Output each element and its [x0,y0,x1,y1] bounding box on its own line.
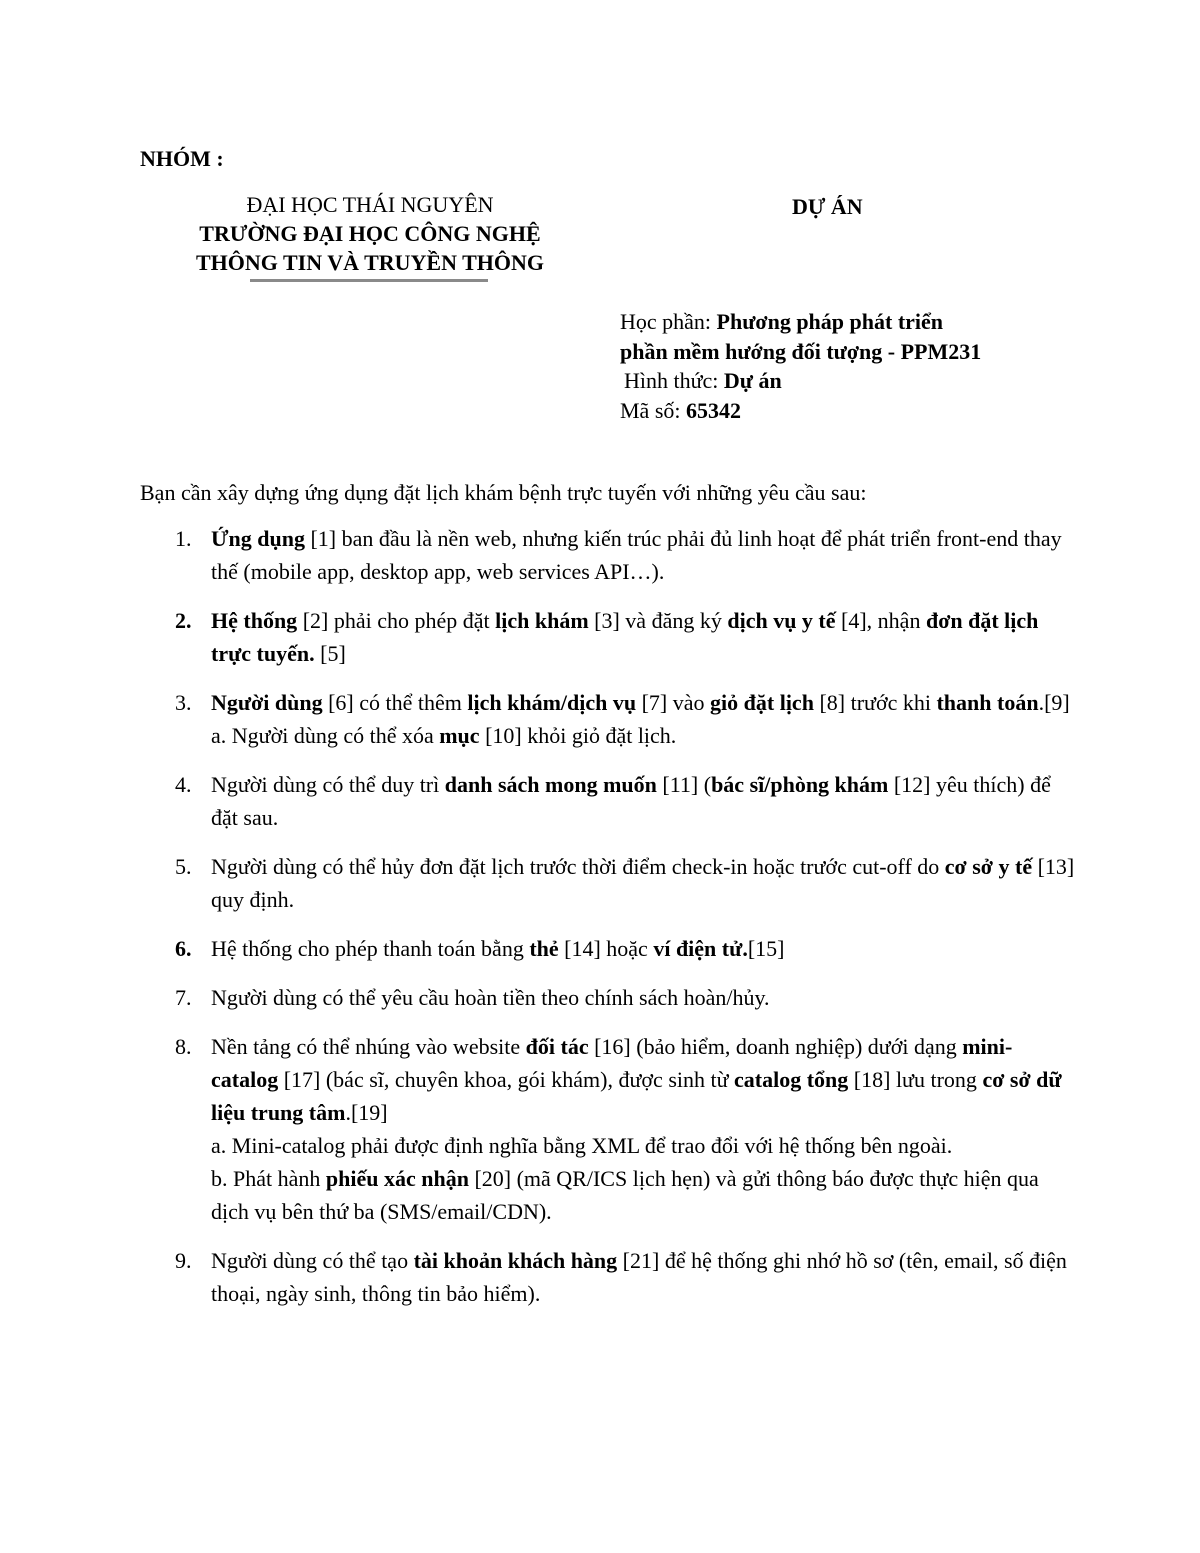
course-subject-row-2 [620,337,981,367]
list-item-number: 3. [175,690,192,715]
list-item [175,932,1075,965]
list-item-number: 1. [175,526,192,551]
list-subitem-text: b. Phát hành phiếu xác nhận [20] (mã QR/ICS lịch hẹn) và gửi thông báo được thực hiện qua dịch vụ bên thứ ba (SMS/email/CDN). [211,1166,1039,1224]
list-item-text: Hệ thống [2] phải cho phép đặt lịch khám [3] và đăng ký dịch vụ y tế [4], nhận đơn đặt lịch trực tuyến. [5] [211,608,1039,666]
list-item-number: 4. [175,772,192,797]
list-item [175,1244,1075,1310]
university-name: ĐẠI HỌC THÁI NGUYÊN [246,192,494,217]
course-code-row [620,396,981,426]
list-item [175,981,1075,1014]
list-item-number: 7. [175,985,192,1010]
list-item [175,686,1075,752]
list-item [175,522,1075,588]
course-subject-value-2: phần mềm hướng đối tượng - PPM231 [620,338,982,364]
school-name-line1: TRƯỜNG ĐẠI HỌC CÔNG NGHỆ [199,221,541,246]
list-item-number: 8. [175,1034,192,1059]
course-code-label: Mã số: [620,397,686,423]
course-subject-label: Học phần: [620,309,717,334]
list-item-text: Người dùng có thể tạo tài khoản khách hàng [21] để hệ thống ghi nhớ hồ sơ (tên, email, số điện thoại, ngày sinh, thông tin bảo hiểm). [211,1248,1067,1306]
list-item-text: Người dùng có thể hủy đơn đặt lịch trước thời điểm check-in hoặc trước cut-off do cơ sở y tế [13] quy định. [211,854,1075,912]
list-item-number: 5. [175,854,192,879]
list-item-number: 9. [175,1248,192,1273]
list-item-number: 2. [175,608,192,633]
list-item-text: Người dùng [6] có thể thêm lịch khám/dịch vụ [7] vào giỏ đặt lịch [8] trước khi thanh toán.[9] [211,690,1070,715]
course-info [620,307,981,425]
list-item-text: Ứng dụng [1] ban đầu là nền web, nhưng kiến trúc phải đủ linh hoạt để phát triển front-end thay thế (mobile app, desktop app, web services API…). [211,526,1062,584]
course-subject-row [620,307,981,337]
list-item [175,850,1075,916]
list-subitem-text: a. Người dùng có thể xóa mục [10] khỏi giỏ đặt lịch. [211,723,677,748]
course-subject-value: Phương pháp phát triển [716,309,944,334]
intro-text: Bạn cần xây dựng ứng dụng đặt lịch khám bệnh trực tuyến với những yêu cầu sau: [140,480,867,505]
course-code-value: 65342 [686,397,741,423]
school-name-line2: THÔNG TIN VÀ TRUYỀN THÔNG [195,250,544,275]
course-format-value: Dự án [723,368,782,393]
list-subitem-text: a. Mini-catalog phải được định nghĩa bằng XML để trao đổi với hệ thống bên ngoài. [211,1133,953,1158]
project-label: DỰ ÁN [792,194,863,219]
header-underline [250,279,488,282]
list-item-number: 6. [175,936,192,961]
list-item-text: Người dùng có thể duy trì danh sách mong muốn [11] (bác sĩ/phòng khám [12] yêu thích) để đặt sau. [211,772,1051,830]
requirements-list [175,522,1075,1326]
list-item [175,1030,1075,1228]
course-format-label: Hình thức: [624,368,724,393]
list-item [175,604,1075,670]
list-item-text: Hệ thống cho phép thanh toán bằng thẻ [14] hoặc ví điện tử.[15] [211,936,785,961]
list-item-text: Người dùng có thể yêu cầu hoàn tiền theo chính sách hoàn/hủy. [211,985,770,1010]
course-format-row [620,366,981,396]
list-item-text: Nền tảng có thể nhúng vào website đối tác [16] (bảo hiểm, doanh nghiệp) dưới dạng mini-catalog [17] (bác sĩ, chuyên khoa, gói khám), được sinh từ catalog tổng [18] lưu trong cơ sở dữ liệu trung tâm.[19] [211,1034,1062,1125]
university-block [160,190,580,277]
list-item [175,768,1075,834]
group-label: NHÓM : [140,146,224,171]
